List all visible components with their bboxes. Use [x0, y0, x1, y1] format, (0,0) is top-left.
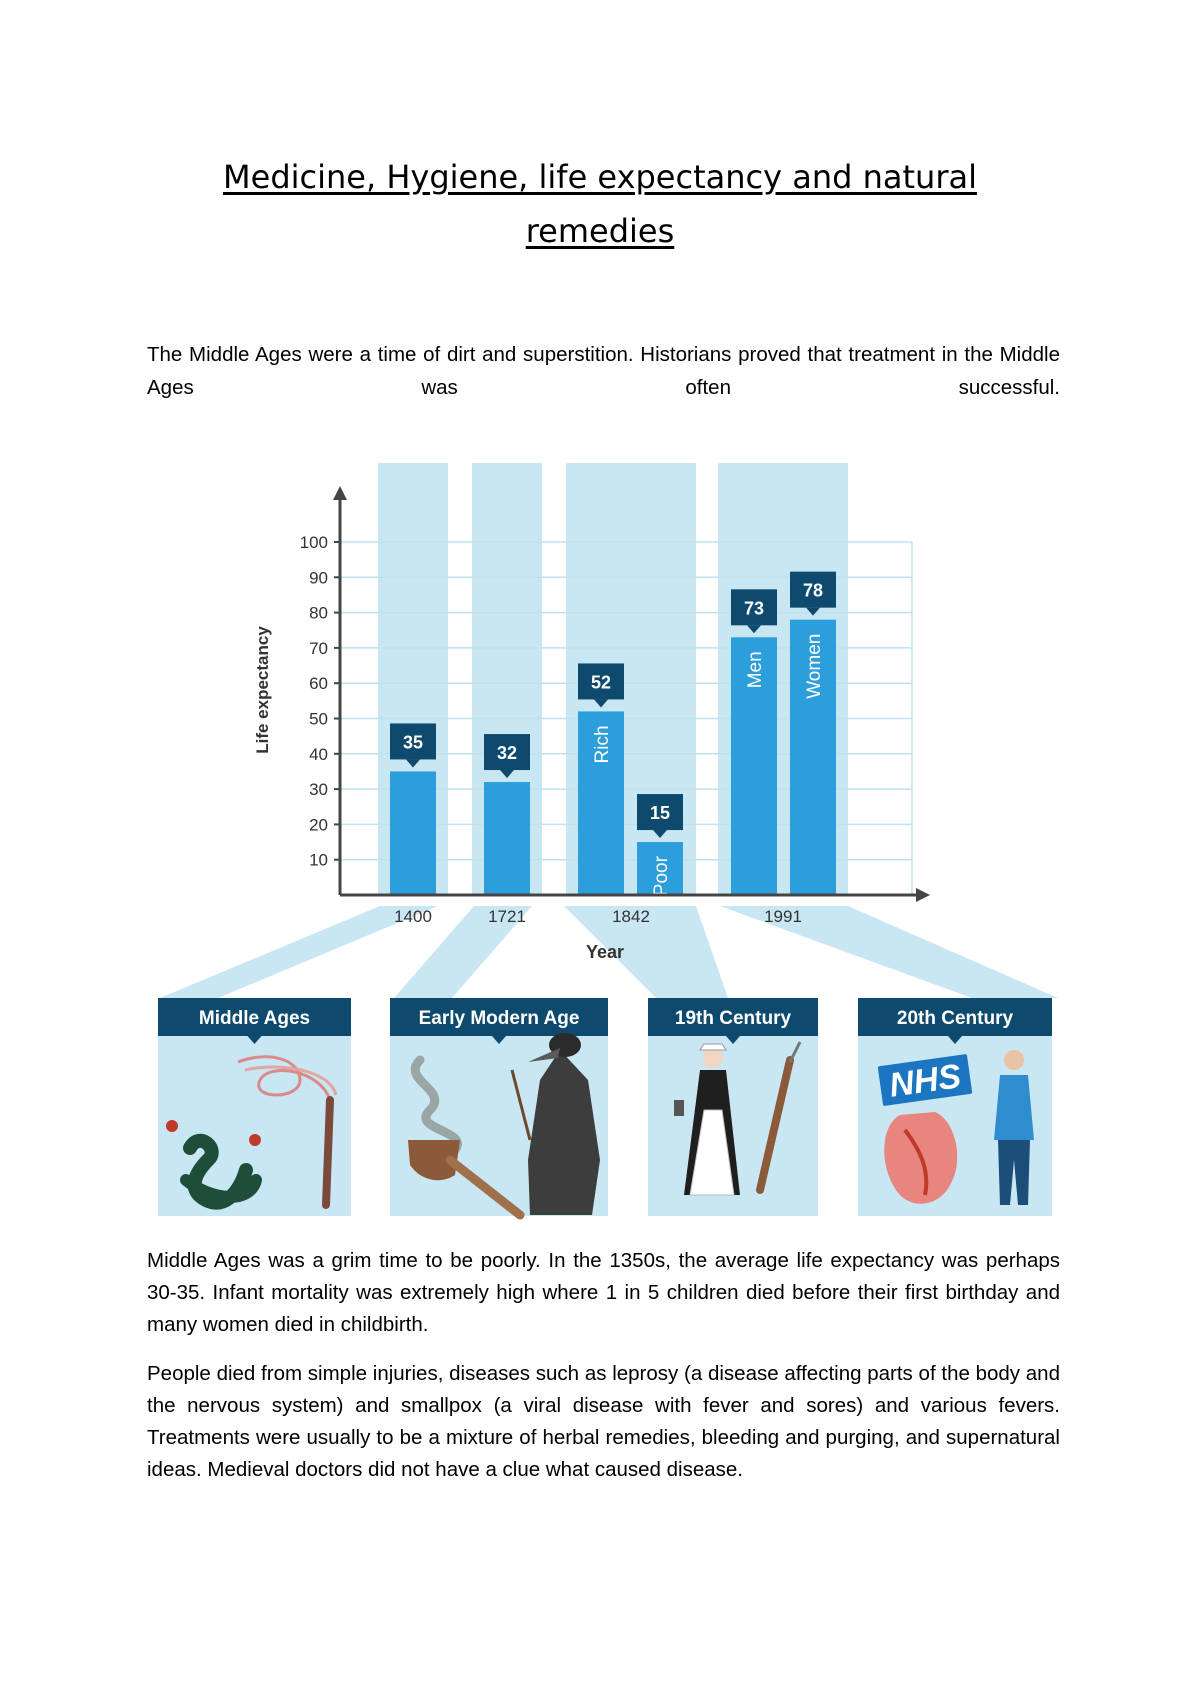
era-title: 20th Century	[896, 1008, 1014, 1029]
nhs-logo: NHS	[886, 1057, 964, 1105]
y-tick-label: 10	[309, 850, 328, 870]
data-label: 35	[402, 732, 424, 753]
era-title: Early Modern Age	[418, 1008, 580, 1029]
y-tick-label: 20	[309, 815, 328, 835]
y-axis-label: Life expectancy	[253, 626, 272, 754]
y-tick-label: 40	[309, 744, 328, 764]
x-axis-label: Year	[585, 942, 625, 962]
y-tick-label: 100	[299, 533, 328, 552]
data-label: 52	[590, 672, 612, 693]
data-label: 32	[496, 743, 518, 764]
y-tick-label: 30	[309, 780, 328, 800]
data-label: 15	[649, 803, 671, 824]
page-title: Medicine, Hygiene, life expectancy and natural remedies	[223, 158, 977, 250]
x-tick-label: 1400	[394, 907, 432, 926]
era-title: 19th Century	[674, 1008, 792, 1029]
intro-paragraph: The Middle Ages were a time of dirt and superstition. Historians proved that treatment in the Middle Ages was often successful.	[147, 343, 1060, 399]
bar-1400	[390, 771, 436, 895]
paragraph-2: People died from simple injuries, diseases such as leprosy (a disease affecting parts of the body and the nervous system) and smallpox (a viral disease with fever and sores) and various fevers. Treatments were usually to be a mixture of herbal remedies, bleeding and purging, and supernatural ideas. Medieval doctors did not have a clue what caused disease.	[147, 1362, 1060, 1481]
y-tick-label: 70	[309, 638, 328, 658]
x-tick-label: 1842	[612, 907, 650, 926]
y-tick-label: 90	[309, 568, 328, 588]
bar-inner-label: Women	[804, 633, 825, 699]
bar-inner-label: Rich	[592, 725, 613, 764]
bar-1721	[484, 782, 530, 895]
era-title: Middle Ages	[198, 1008, 311, 1029]
y-tick-label: 60	[309, 674, 328, 694]
paragraph-1: Middle Ages was a grim time to be poorly. In the 1350s, the average life expectancy was perhaps 30-35. Infant mortality was extremely high where 1 in 5 children died before their first birthday and many women died in childbirth.	[147, 1249, 1060, 1336]
x-tick-label: 1721	[488, 907, 526, 926]
data-label: 73	[743, 598, 765, 619]
x-tick-label: 1991	[764, 907, 802, 926]
y-axis-arrow	[333, 486, 347, 500]
y-tick-label: 80	[309, 603, 328, 623]
x-axis-arrow	[916, 888, 930, 902]
bar-inner-label: Men	[745, 651, 766, 689]
y-tick-label: 50	[309, 709, 328, 729]
data-label: 78	[802, 580, 824, 601]
bar-inner-label: Poor	[651, 856, 672, 897]
